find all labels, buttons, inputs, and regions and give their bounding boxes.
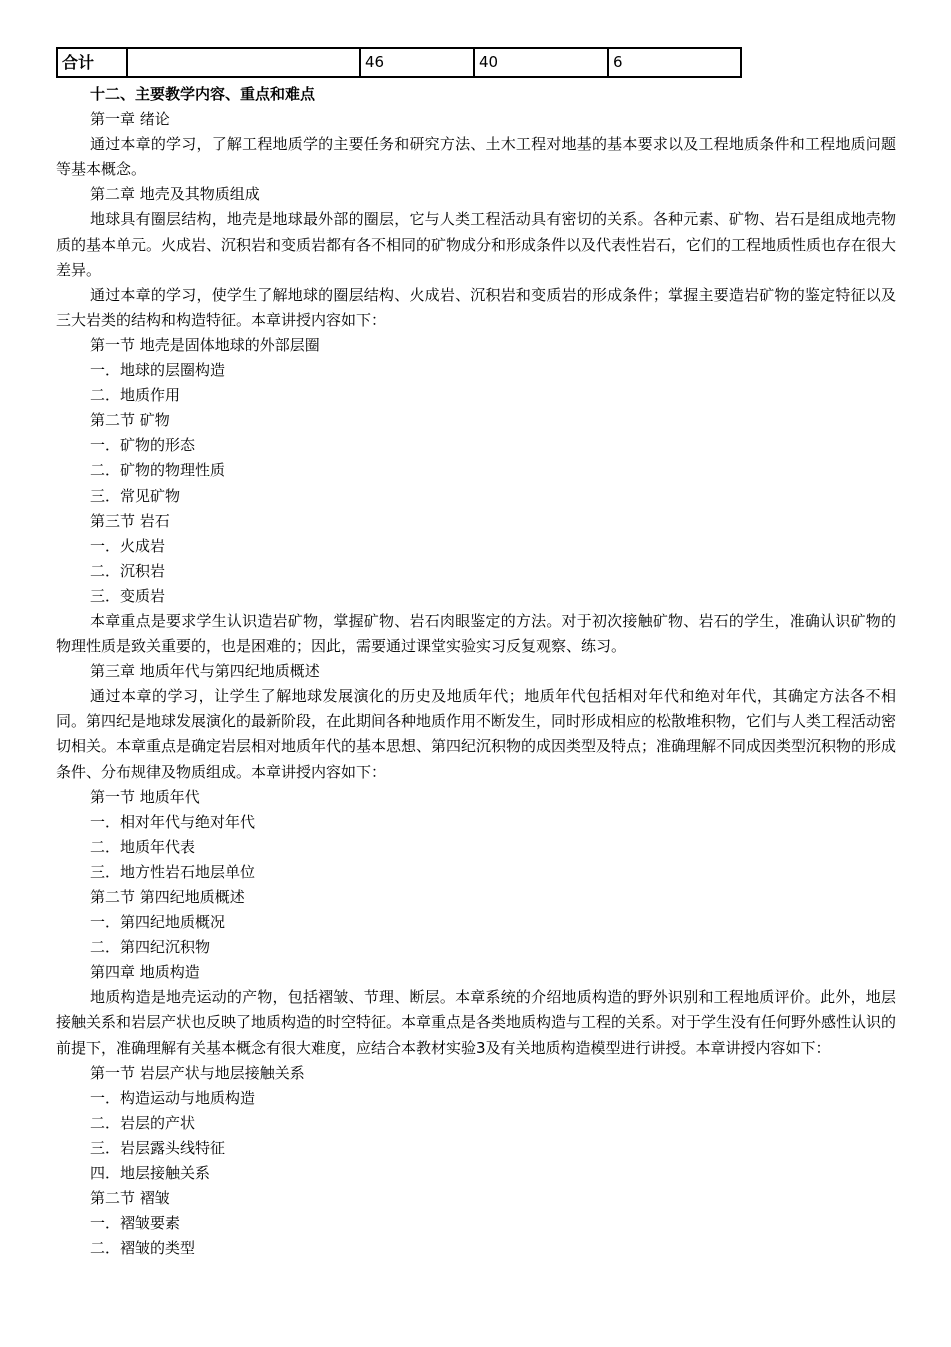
outline-line: 二．岩层的产状 xyxy=(90,1113,196,1132)
outline-line: 三．常见矿物 xyxy=(90,486,181,505)
outline-line: 一．火成岩 xyxy=(90,536,166,555)
outline-line: 第一章 绪论 xyxy=(90,110,170,129)
outline-line: 四．地层接触关系 xyxy=(90,1164,211,1183)
paragraph: 地质构造是地壳运动的产物，包括褶皱、节理、断层。本章系统的介绍地质构造的野外识别和工程地质评价。此外，地层接触关系和岩层产状也反映了地质构造的时空特征。本章重点是各类地质构造与工程的关系。对于学生没有任何野外感性认识的前提下，准确理解有关基本概念有很大难度，应结合本教材实验3及有关地质构造模型进行讲授。本章讲授内容如下： xyxy=(56,988,897,1057)
table-cell: 40 xyxy=(474,48,608,77)
outline-line: 第三章 地质年代与第四纪地质概述 xyxy=(90,662,320,681)
paragraph: 地球具有圈层结构，地壳是地球最外部的圈层，它与人类工程活动具有密切的关系。各种元素、矿物、岩石是组成地壳物质的基本单元。火成岩、沉积岩和变质岩都有各不相同的矿物成分和形成条件以及代表性岩石，它们的工程地质性质也存在很大差异。 xyxy=(56,210,897,279)
table-cell: 6 xyxy=(608,48,741,77)
document-content xyxy=(56,82,896,1261)
outline-line: 三．地方性岩石地层单位 xyxy=(90,862,256,881)
outline-line: 二．沉积岩 xyxy=(90,561,166,580)
outline-line: 第一节 地壳是固体地球的外部层圈 xyxy=(90,335,320,354)
table-cell xyxy=(127,48,360,77)
outline-line: 一．矿物的形态 xyxy=(90,436,196,455)
outline-line: 一．褶皱要素 xyxy=(90,1214,181,1233)
total-label-cell: 合计 xyxy=(57,48,127,77)
outline-line: 一．第四纪地质概况 xyxy=(90,913,226,932)
outline-line: 第二章 地壳及其物质组成 xyxy=(90,185,260,204)
outline-line: 一．相对年代与绝对年代 xyxy=(90,812,256,831)
paragraph: 通过本章的学习，让学生了解地球发展演化的历史及地质年代；地质年代包括相对年代和绝对年代，其确定方法各不相同。第四纪是地球发展演化的最新阶段，在此期间各种地质作用不断发生，同时形成相应的松散堆积物，它们与人类工程活动密切相关。本章重点是确定岩层相对地质年代的基本思想、第四纪沉积物的成因类型及特点；准确理解不同成因类型沉积物的形成条件、分布规律及物质组成。本章讲授内容如下： xyxy=(56,687,897,781)
paragraph: 本章重点是要求学生认识造岩矿物，掌握矿物、岩石肉眼鉴定的方法。对于初次接触矿物、岩石的学生，准确认识矿物的物理性质是致关重要的，也是困难的；因此，需要通过课堂实验实习反复观察、练习。 xyxy=(56,611,896,656)
outline-line: 第二节 矿物 xyxy=(90,411,170,430)
outline-line: 第三节 岩石 xyxy=(90,511,170,530)
outline-line: 二．第四纪沉积物 xyxy=(90,938,211,957)
outline-line: 三．变质岩 xyxy=(90,586,166,605)
outline-line: 第一节 岩层产状与地层接触关系 xyxy=(90,1063,305,1082)
outline-line: 二．地质年代表 xyxy=(90,837,196,856)
outline-line: 一．构造运动与地质构造 xyxy=(90,1088,256,1107)
outline-line: 二．褶皱的类型 xyxy=(90,1239,196,1258)
total-hours-table xyxy=(56,47,742,78)
outline-line: 二．矿物的物理性质 xyxy=(90,461,226,480)
paragraph: 通过本章的学习，使学生了解地球的圈层结构、火成岩、沉积岩和变质岩的形成条件；掌握主要造岩矿物的鉴定特征以及三大岩类的结构和构造特征。本章讲授内容如下： xyxy=(56,285,896,329)
outline-line: 第四章 地质构造 xyxy=(90,963,200,982)
outline-line: 二．地质作用 xyxy=(90,386,181,405)
outline-line: 一．地球的层圈构造 xyxy=(90,361,226,380)
table-row xyxy=(57,48,741,77)
paragraph: 通过本章的学习，了解工程地质学的主要任务和研究方法、土木工程对地基的基本要求以及工程地质条件和工程地质问题等基本概念。 xyxy=(56,135,896,179)
section-title: 十二、主要教学内容、重点和难点 xyxy=(90,85,316,103)
outline-line: 第一节 地质年代 xyxy=(90,787,200,806)
outline-line: 第二节 褶皱 xyxy=(90,1189,170,1208)
table-cell: 46 xyxy=(360,48,474,77)
outline-line: 第二节 第四纪地质概述 xyxy=(90,888,245,906)
outline-line: 三．岩层露头线特征 xyxy=(90,1138,226,1157)
